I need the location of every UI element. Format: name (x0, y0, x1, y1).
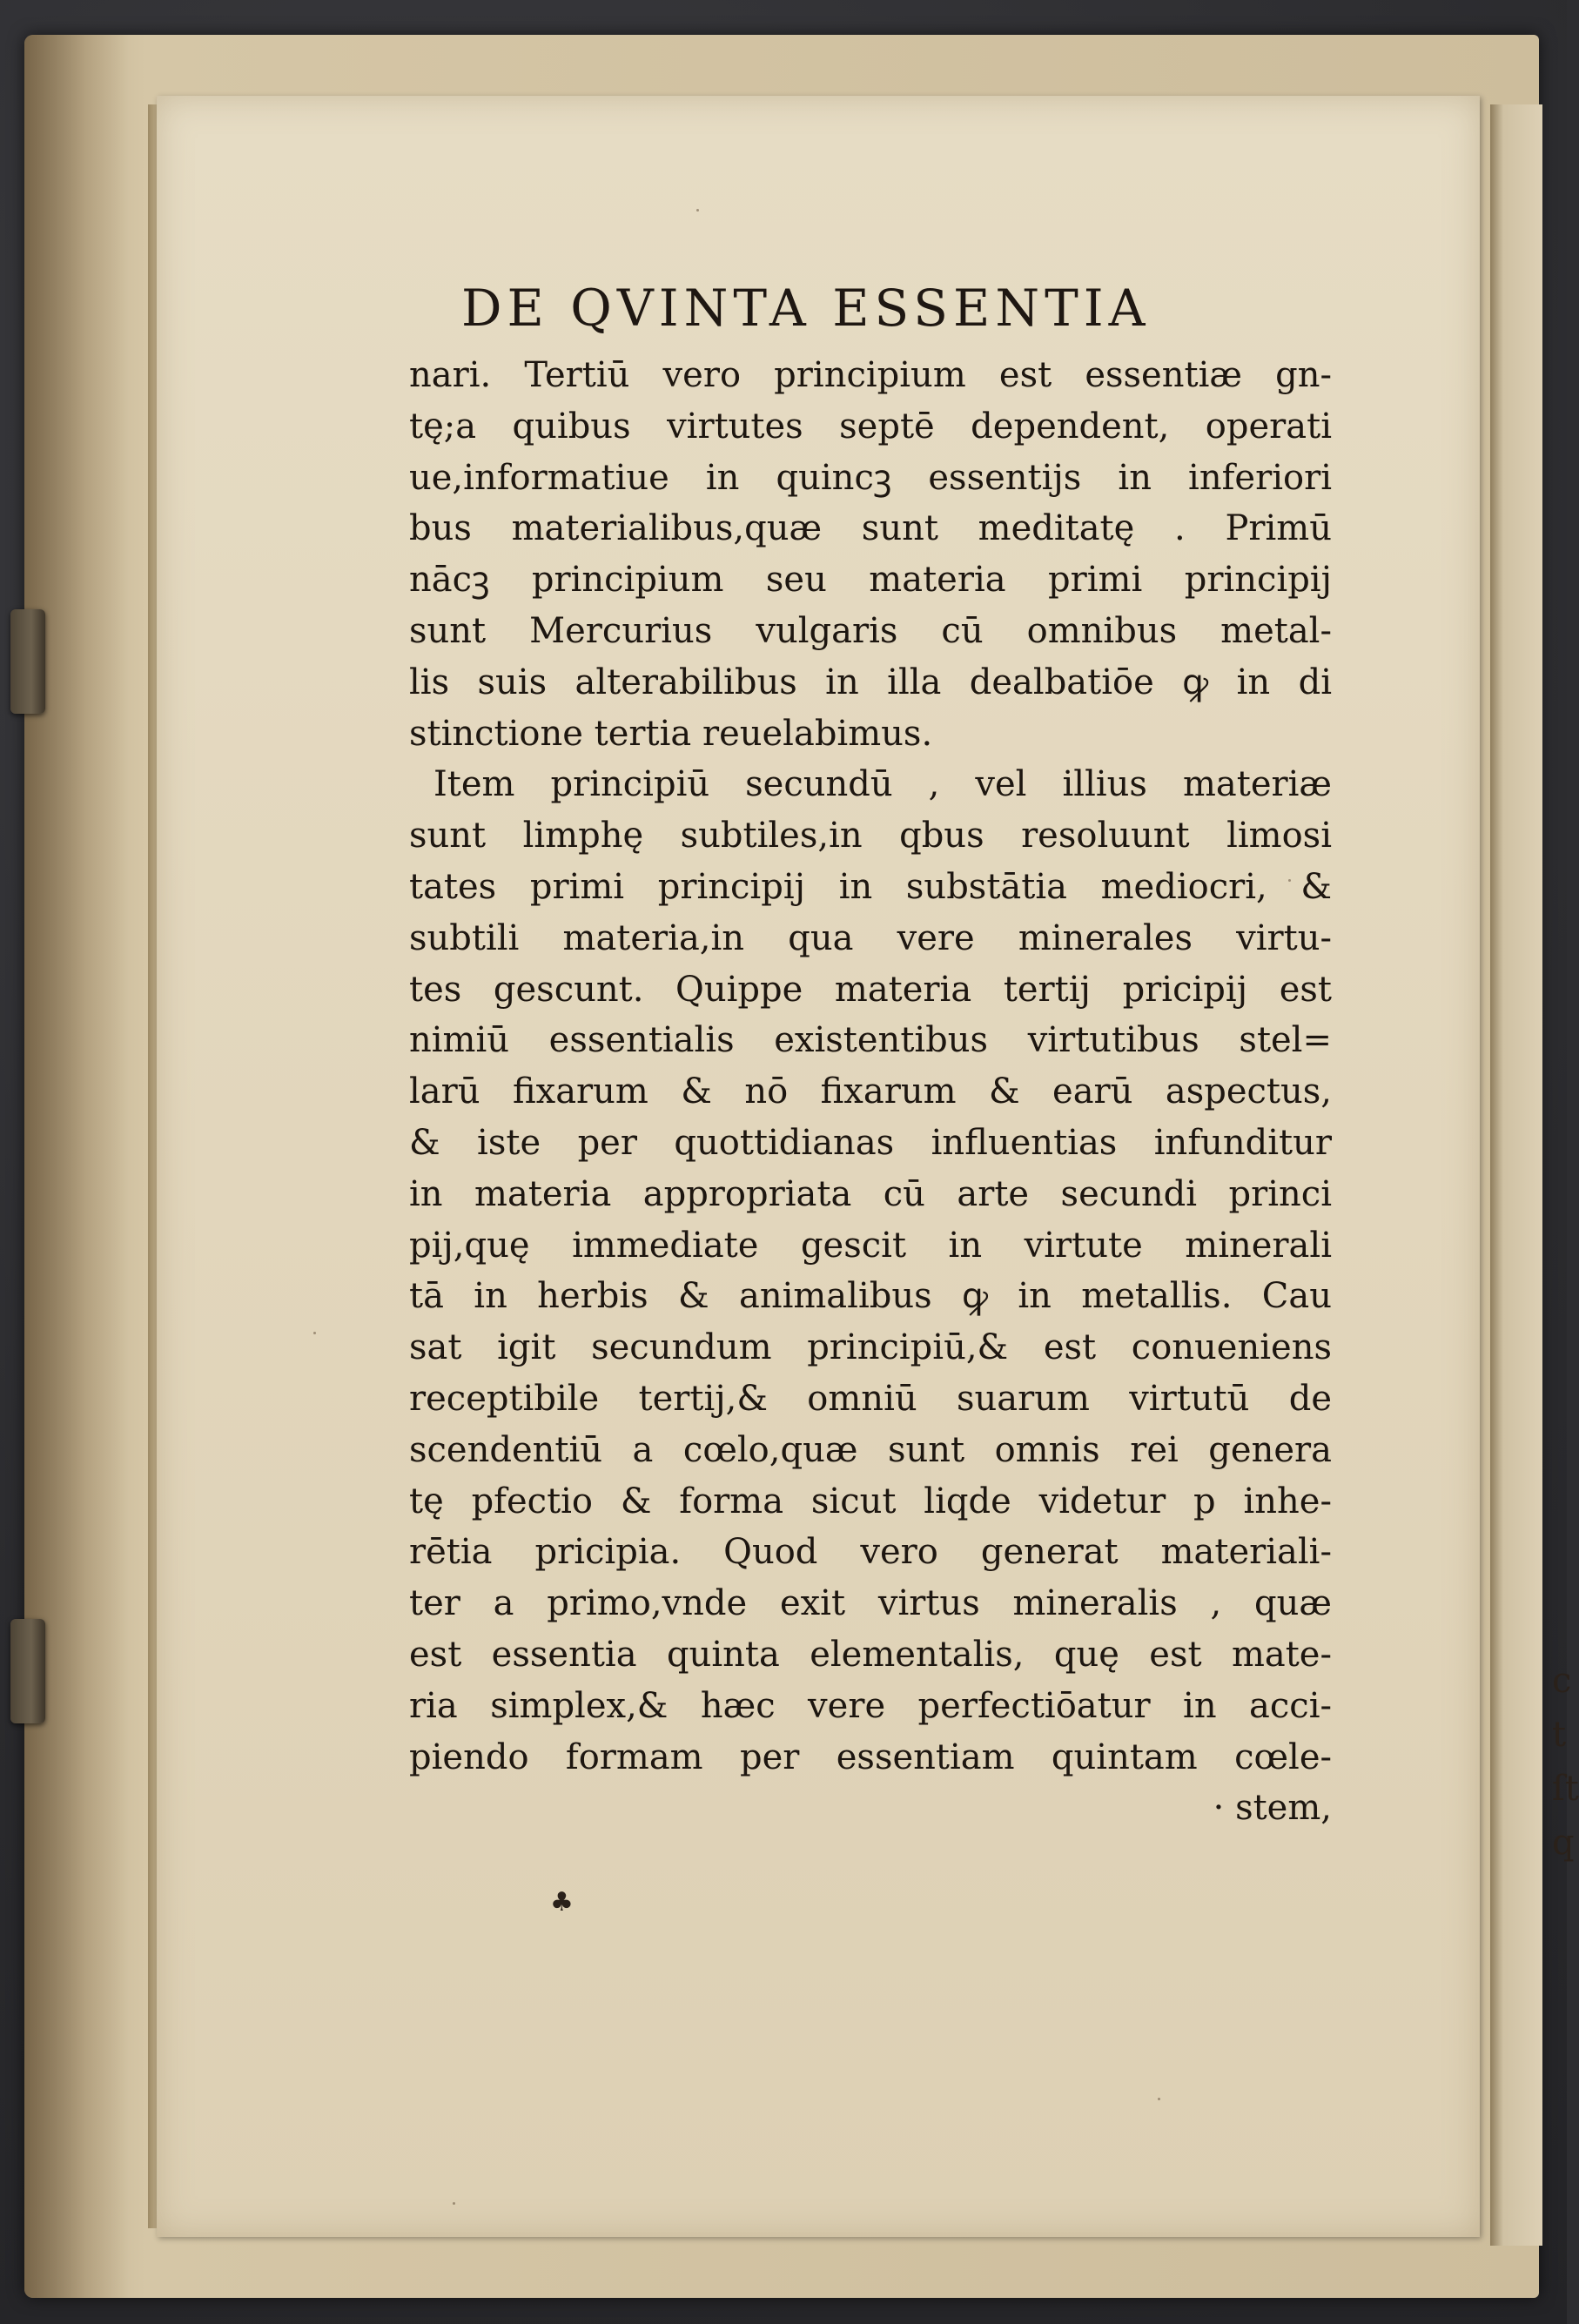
running-head: DE QVINTA ESSENTIA (461, 279, 1151, 338)
text-line: nari. Tertiū vero principium est essentiæ gn- (409, 355, 1332, 395)
catchword: · stem, (1213, 1788, 1332, 1829)
facing-letter: ſt (1552, 1769, 1579, 1809)
facing-letter: q (1552, 1823, 1575, 1863)
text-line: scendentiū a cœlo,quæ sunt omnis rei genera (409, 1429, 1332, 1470)
text-line: tes gescunt. Quippe materia tertij pricipij est (409, 969, 1332, 1010)
text-line: rētia pricipia. Quod vero generat materiali- (409, 1532, 1332, 1573)
text-line: nācꝫ principium seu materia primi principij (409, 560, 1332, 601)
text-line: tę pfectio & forma sicut liqde videtur p inhe- (409, 1481, 1332, 1521)
text-line: ue,informatiue in quincꝫ essentijs in inferiori (409, 457, 1332, 498)
text-line: lis suis alterabilibus in illa dealbatiōe ꝙ in di (409, 662, 1332, 702)
text-line: Item principiū secundū , vel illius materiæ (433, 764, 1332, 805)
body-text (409, 350, 1332, 1834)
signature-mark: ♣ (550, 1887, 574, 1918)
text-line: ter a primo,vnde exit virtus mineralis , quæ (409, 1583, 1332, 1624)
text-line: tę;a quibus virtutes septē dependent, operati (409, 406, 1332, 447)
text-line: receptibile tertij,& omniū suarum virtutū de (409, 1378, 1332, 1419)
clasp-bottom (10, 1619, 45, 1723)
text-line: tā in herbis & animalibus ꝙ in metallis. Cau (409, 1276, 1332, 1317)
text-line: sunt limphę subtiles,in qbus resoluunt limosi (409, 816, 1332, 856)
text-line: sunt Mercurius vulgaris cū omnibus metal- (409, 610, 1332, 651)
clasp-top (10, 609, 45, 714)
facing-letter: t (1552, 1715, 1567, 1755)
facing-page-edge (1490, 104, 1542, 2246)
text-line: bus materialibus,quæ sunt meditatę . Primū (409, 508, 1332, 549)
text-line: est essentia quinta elementalis, quę est mate- (409, 1634, 1332, 1675)
text-line: tates primi principij in substātia mediocri, & (409, 866, 1332, 907)
text-line: larū fixarum & nō fixarum & earū aspectus, (409, 1071, 1332, 1112)
book-spine (24, 35, 129, 2298)
text-line: in materia appropriata cū arte secundi princi (409, 1173, 1332, 1214)
text-line: nimiū essentialis existentibus virtutibus stel= (409, 1020, 1332, 1061)
text-line: stinctione tertia reuelabimus. (409, 713, 933, 754)
text-line: subtili materia,in qua vere minerales virtu- (409, 917, 1332, 958)
text-line: sat igit secundum principiū,& est conueniens (409, 1327, 1332, 1368)
facing-page-letters (1552, 1654, 1579, 1870)
text-line: pij,quę immediate gescit in virtute minerali (409, 1225, 1332, 1266)
text-line: piendo formam per essentiam quintam cœle- (409, 1736, 1332, 1777)
text-line: & iste per quottidianas influentias infunditur (409, 1122, 1332, 1163)
text-line: ria simplex,& hæc vere perfectiōatur in acci- (409, 1685, 1332, 1726)
facing-letter: c (1552, 1661, 1572, 1701)
